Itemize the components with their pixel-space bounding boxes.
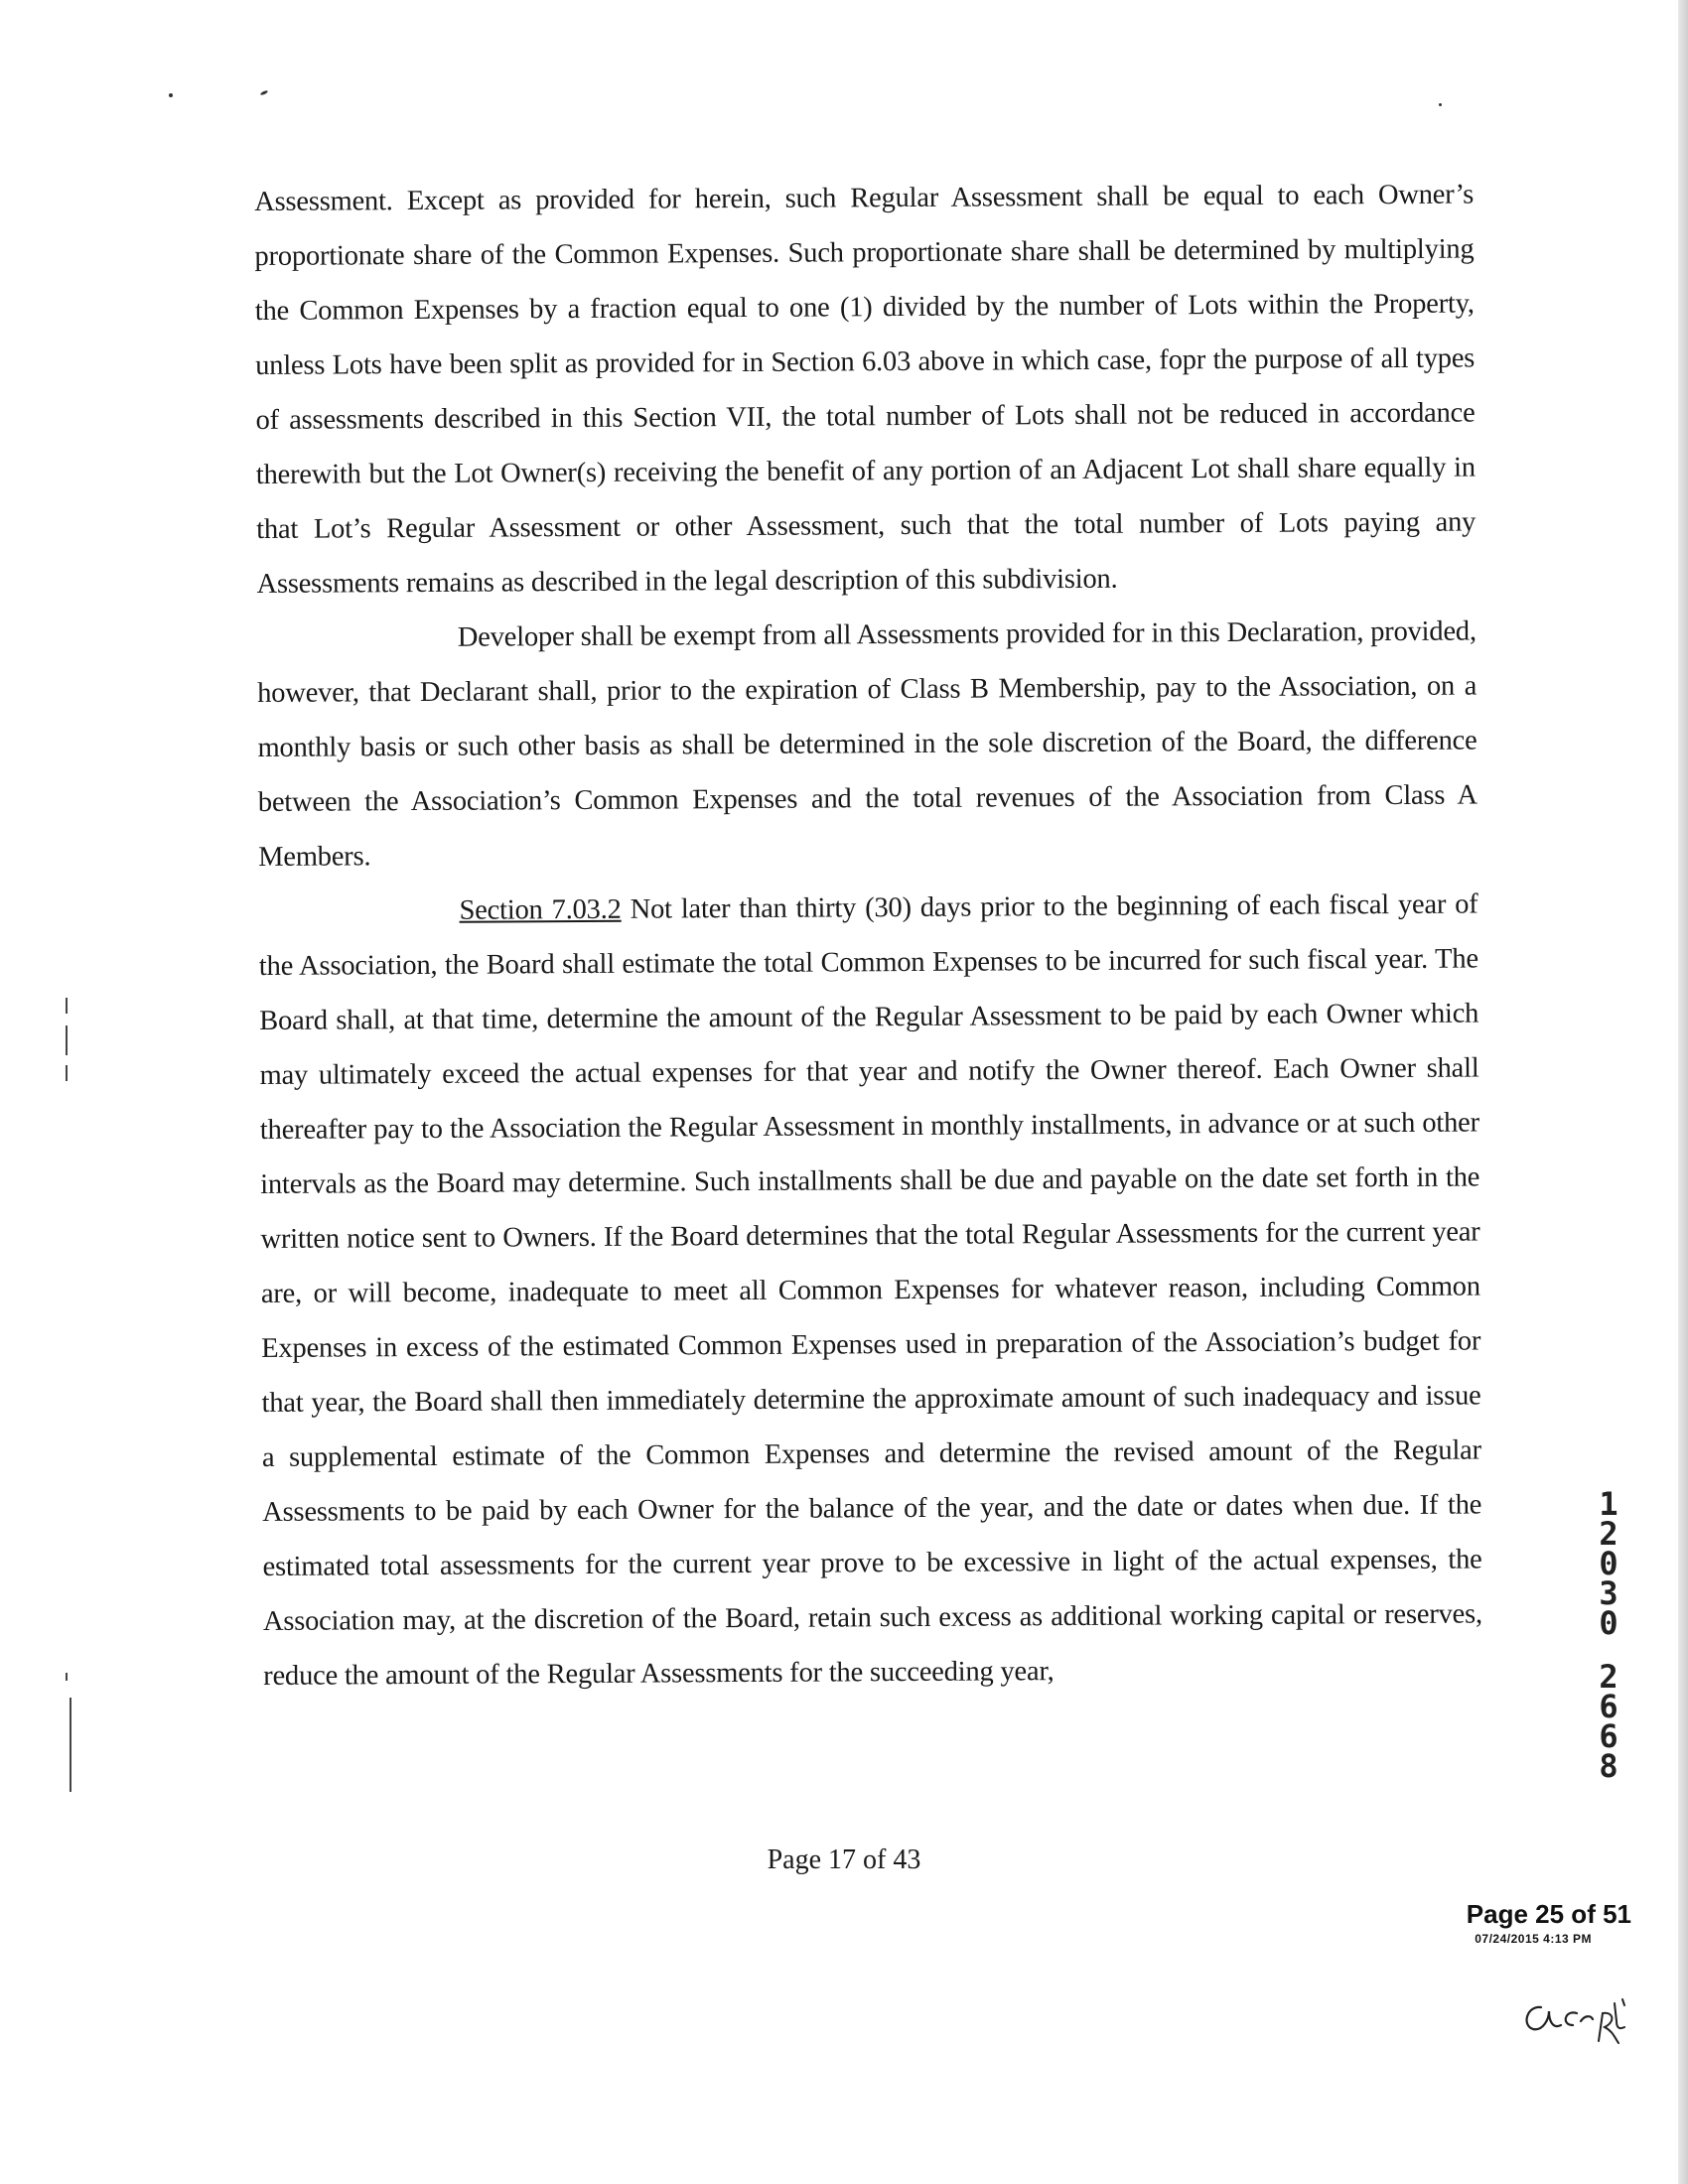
initial-stroke xyxy=(1527,2007,1561,2029)
page-footer: Page 17 of 43 xyxy=(767,1844,921,1875)
recorder-timestamp: 07/24/2015 4:13 PM xyxy=(1475,1932,1592,1946)
instrument-digit: 8 xyxy=(1599,1747,1618,1785)
paragraph-assessment-share: Assessment. Except as provided for herein, such Regular Assessment shall be equal to each Owner’s proportionate share of the Common Expenses. Such proportionate share shall be determined by multiplying the Common Expenses by a fraction equal to one (1) divided by the number of Lots within the Property, unless Lots have been split as provided for in Section 6.03 above in which case, fopr the purpose of all types of assessments described in this Section VII, the total number of Lots shall not be reduced in accordance therewith but the Lot Owner(s) receiving the benefit of any portion of an Adjacent Lot shall share equally in that Lot’s Regular Assessment or other Assessment, such that the total number of Lots paying any Assessments remains as described in the legal description of this subdivision. xyxy=(254,179,1477,600)
initial-stroke xyxy=(1622,1999,1624,2005)
section-7-03-2-text: Not later than thirty (30) days prior to the beginning of each fiscal year of the Association, the Board shall estimate the total Common Expenses to be incurred for such fiscal year. The Board shall, at that time, determine the amount of the Regular Assessment to be paid by each Owner which may ultimately exceed the actual expenses for that year and notify the Owner thereof. Each Owner shall thereafter pay to the Association the Regular Assessment in monthly installments, in advance or at such other intervals as the Board may determine. Such installments shall be due and payable on the date set forth in the written notice sent to Owners. If the Board determines that the total Regular Assessments for the current year are, or will become, inadequate to meet all Common Expenses for whatever reason, including Common Expenses in excess of the estimated Common Expenses used in preparation of the Association’s budget for that year, the Board shall then immediately determine the approximate amount of such inadequacy and issue a supplemental estimate of the Common Expenses and determine the revised amount of the Regular Assessments to be paid by each Owner for the balance of the year, and the date or dates when due. If the estimated total assessments for the current year prove to be excessive in light of the actual expenses, the Association may, at the discretion of the Board, retain such excess as additional working capital or reserves, reduce the amount of the Regular Assessments for the succeeding year, xyxy=(258,888,1482,1692)
instrument-digit: 6 xyxy=(1599,1717,1618,1755)
initial-stroke xyxy=(1615,2003,1624,2028)
margin-mark xyxy=(66,1065,68,1081)
instrument-digit: 1 xyxy=(1599,1485,1618,1523)
recorder-page-stamp xyxy=(1467,1899,1631,1946)
instrument-digit: 3 xyxy=(1599,1574,1618,1612)
instrument-digit: 0 xyxy=(1599,1545,1618,1582)
margin-mark xyxy=(70,1698,71,1792)
paragraph-section-7-03-2 xyxy=(258,877,1482,1703)
instrument-digit: 2 xyxy=(1599,1658,1618,1696)
instrument-digit: 2 xyxy=(1599,1515,1618,1553)
handwritten-initials xyxy=(1519,1985,1628,2065)
initial-stroke xyxy=(1566,2012,1577,2025)
margin-mark xyxy=(66,1673,68,1681)
margin-mark xyxy=(66,998,68,1014)
instrument-number-stamp xyxy=(1594,1485,1623,1785)
scan-speck xyxy=(169,93,173,97)
instrument-digit: 6 xyxy=(1599,1688,1618,1725)
document-body xyxy=(254,167,1482,1703)
recorder-page-label: Page 25 of 51 xyxy=(1466,1899,1631,1929)
scan-speck xyxy=(1439,103,1442,106)
instrument-digit: 0 xyxy=(1599,1604,1618,1642)
scan-speck xyxy=(260,89,269,95)
paragraph-developer-exemption: Developer shall be exempt from all Assessments provided for in this Declaration, provided, however, that Declarant shall, prior to the expiration of Class B Membership, pay to the Association, on a monthly basis or such other basis as shall be determined in the sole discretion of the Board, the difference between the Association’s Common Expenses and the total revenues of the Association from Class A Members. xyxy=(257,615,1477,873)
section-heading-7-03-2: Section 7.03.2 xyxy=(459,893,622,926)
margin-mark xyxy=(66,1025,68,1055)
initial-stroke xyxy=(1581,2016,1593,2021)
